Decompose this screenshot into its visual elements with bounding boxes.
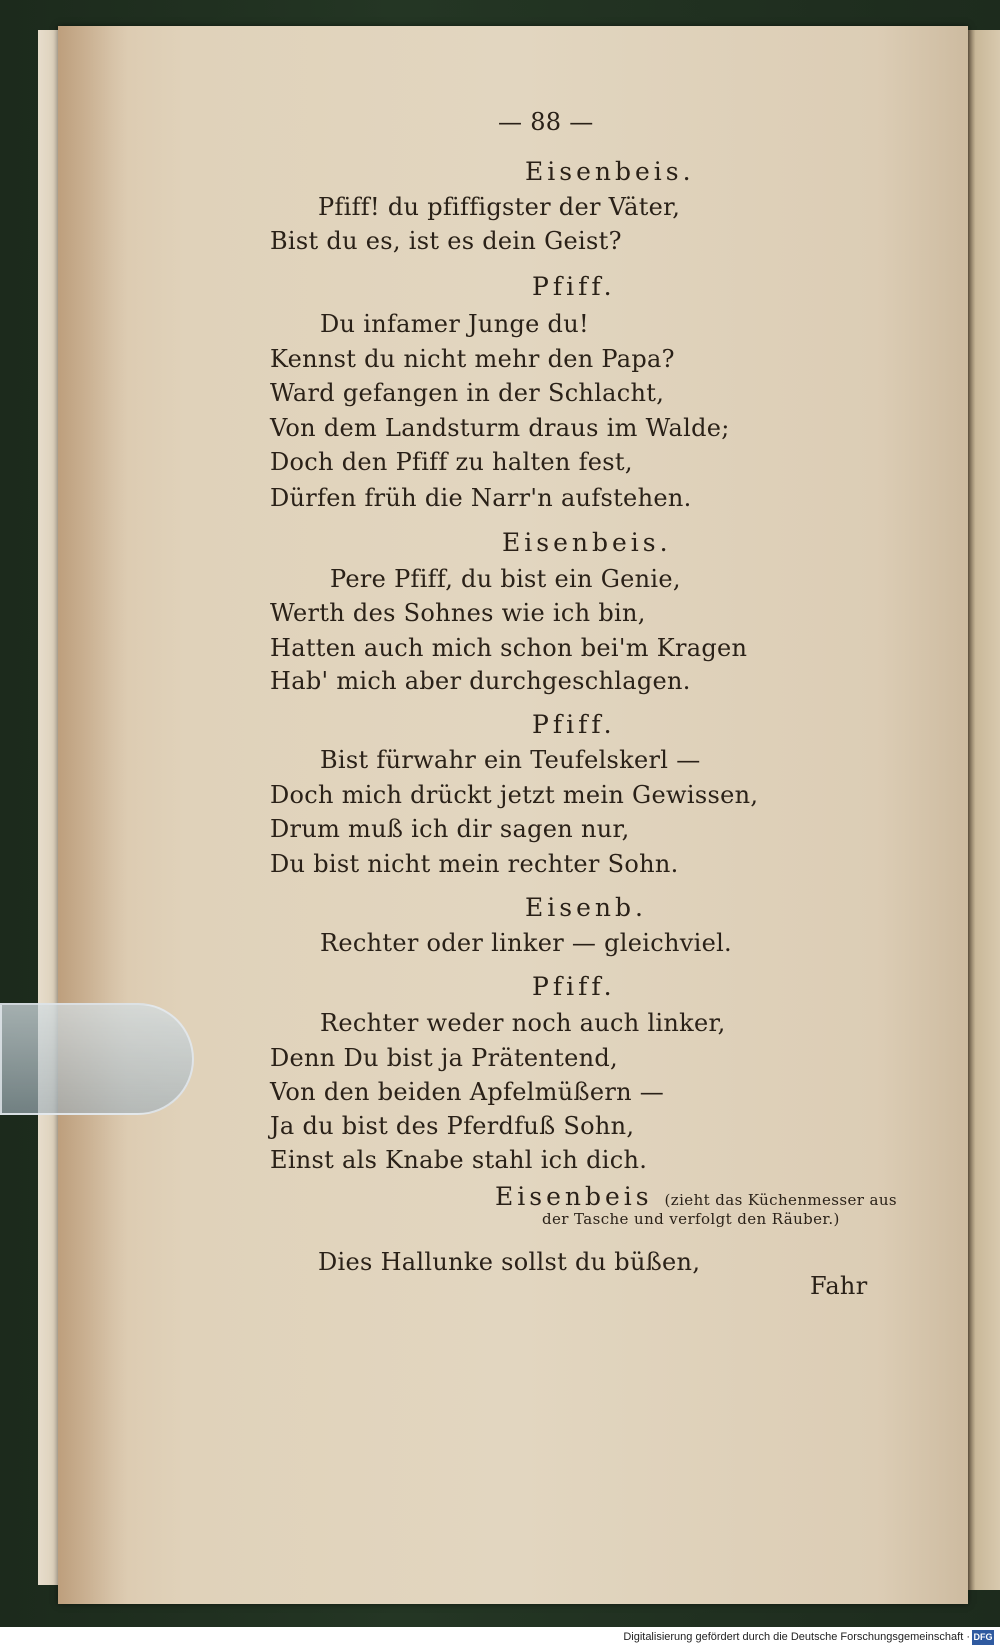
verse-line: Ward gefangen in der Schlacht, [270, 379, 665, 407]
verse-line: Einst als Knabe stahl ich dich. [270, 1146, 648, 1174]
speaker-name: Eisenbeis [495, 1182, 665, 1211]
speaker-name: Eisenbeis. [525, 157, 695, 186]
verse-line: Von den beiden Apfelmüßern — [270, 1078, 665, 1106]
verse-line: Doch mich drückt jetzt mein Gewissen, [270, 781, 759, 809]
verse-line: Dies Hallunke sollst du büßen, [318, 1248, 701, 1276]
speaker-name: Eisenbeis. [502, 528, 672, 557]
verse-line: Werth des Sohnes wie ich bin, [270, 599, 646, 627]
verse-line: Rechter weder noch auch linker, [320, 1009, 726, 1037]
verse-line: Dürfen früh die Narr'n aufstehen. [270, 484, 692, 512]
funding-credit: Digitalisierung gefördert durch die Deutsche Forschungsgemeinschaft · [623, 1631, 970, 1643]
verse-line: Du infamer Junge du! [320, 310, 589, 338]
footer-bar [0, 1627, 1000, 1650]
verse-line: Drum muß ich dir sagen nur, [270, 815, 630, 843]
verse-line: Hab' mich aber durchgeschlagen. [270, 667, 691, 695]
verse-line: Du bist nicht mein rechter Sohn. [270, 850, 679, 878]
verse-line: Doch den Pfiff zu halten fest, [270, 448, 633, 476]
verse-line: Ja du bist des Pferdfuß Sohn, [270, 1112, 635, 1140]
glass-clip [0, 1003, 194, 1115]
verse-line: Pere Pfiff, du bist ein Genie, [330, 565, 681, 593]
speaker-name: Eisenb. [525, 893, 647, 922]
speaker-name: Pfiff. [532, 272, 616, 301]
verse-line: Kennst du nicht mehr den Papa? [270, 345, 675, 373]
verse-line: Rechter oder linker — gleichviel. [320, 929, 732, 957]
verse-line: Von dem Landsturm draus im Walde; [270, 414, 730, 442]
gutter-shadow [58, 26, 128, 1604]
speaker-name: Pfiff. [532, 972, 616, 1001]
right-page-edge [965, 30, 1000, 1590]
stage-direction: der Tasche und verfolgt den Räuber.) [542, 1210, 840, 1228]
verse-line: Bist fürwahr ein Teufelskerl — [320, 746, 701, 774]
catchword: Fahr [810, 1272, 868, 1300]
stage-direction: (zieht das Küchenmesser aus [664, 1191, 897, 1209]
speaker-name: Pfiff. [532, 710, 616, 739]
verse-line: Bist du es, ist es dein Geist? [270, 227, 622, 255]
verse-line: Pfiff! du pfiffigster der Väter, [318, 193, 681, 221]
verse-line: Hatten auch mich schon bei'm Kragen [270, 634, 748, 662]
verse-line: Denn Du bist ja Prätentend, [270, 1044, 618, 1072]
speaker-with-stage-direction [495, 1182, 897, 1211]
page-number: — 88 — [498, 108, 594, 136]
dfg-logo: DFG [972, 1630, 994, 1645]
